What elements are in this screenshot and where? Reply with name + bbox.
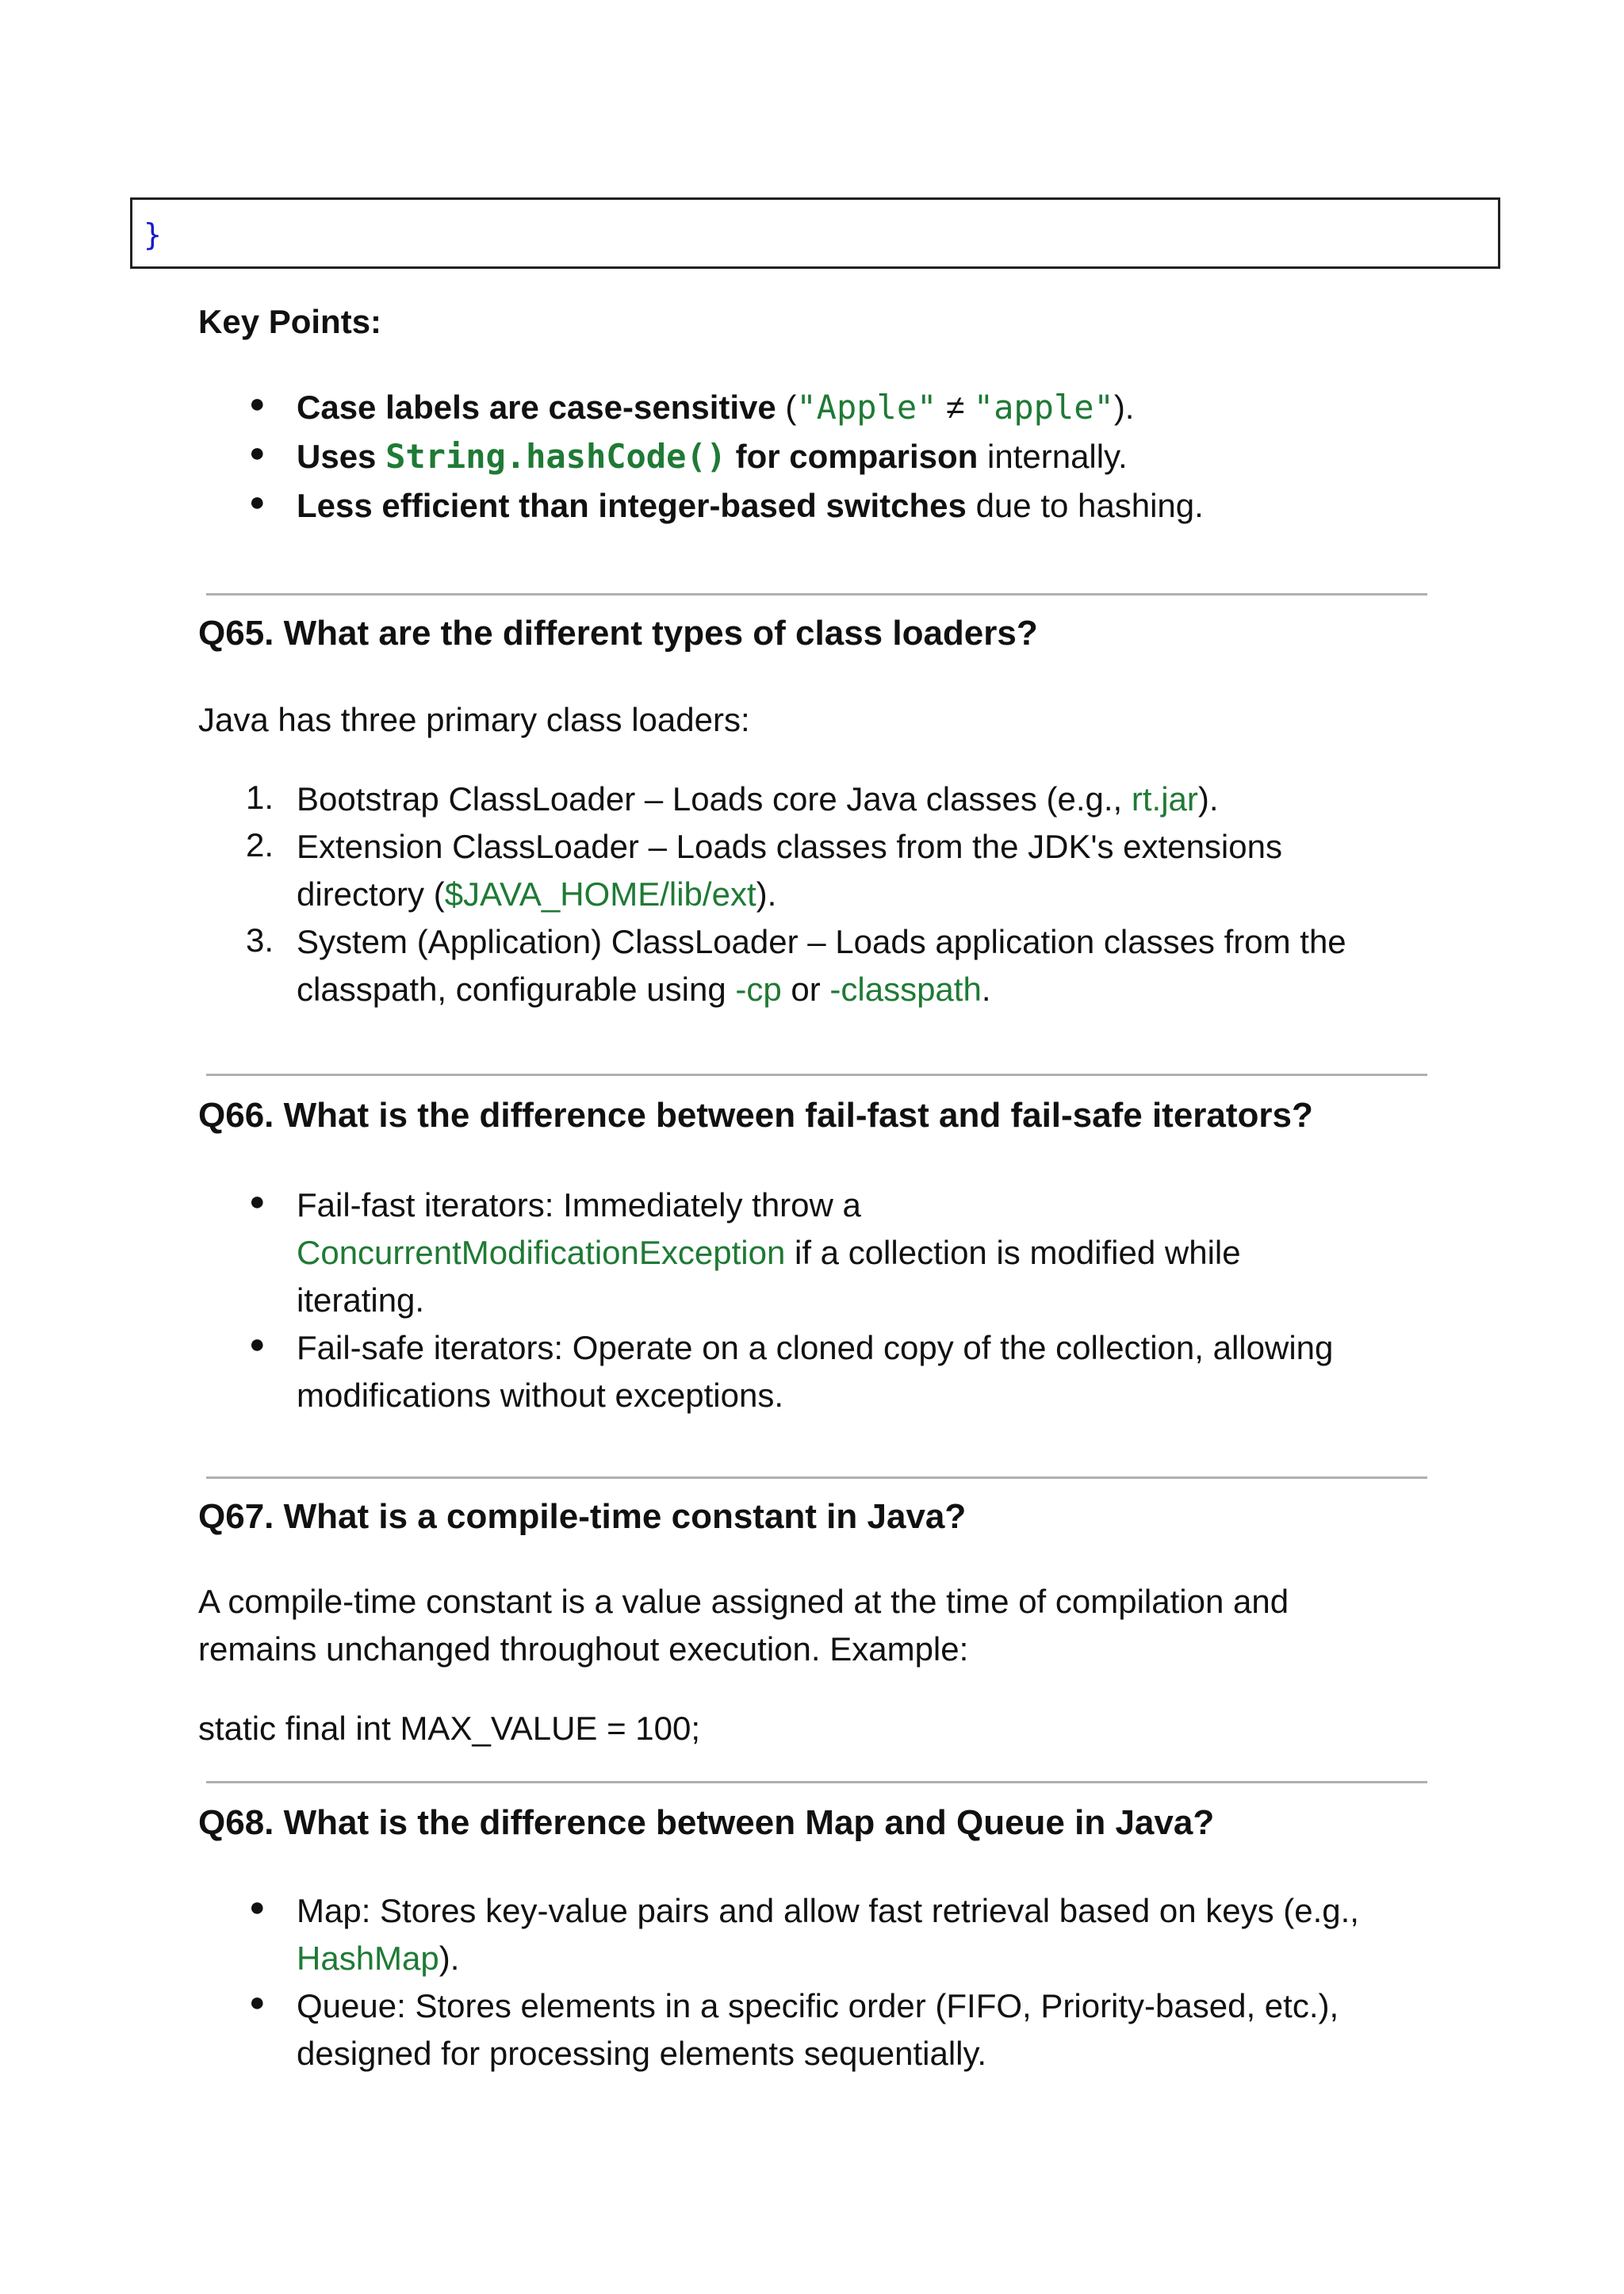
q65-item-1 [297,776,1219,823]
bullet-icon: ● [249,438,266,468]
code-cp: -cp [735,971,782,1008]
q68-item-2-line1: Queue: Stores elements in a specific order (FIFO, Priority-based, etc.), [297,1987,1339,2024]
q68-item-1-line2 [297,1935,459,1982]
code-hashcode: String.hashCode() [385,437,726,476]
code-classpath: -classpath [829,971,982,1008]
code-rt-jar: rt.jar [1131,780,1198,818]
q65-item-2-text: directory ( [297,875,445,913]
q65-item-2-line2 [297,871,776,918]
key-point-1-bold: Case labels are case-sensitive [297,389,776,426]
q67-title: Q67. What is a compile-time constant in Java? [198,1497,967,1536]
paren-open: ( [776,389,797,426]
q67-line2: remains unchanged throughout execution. Example: [198,1630,969,1668]
divider [206,1476,1427,1479]
key-point-3 [297,482,1204,530]
q68-item-1-line1: Map: Stores key-value pairs and allow fast retrieval based on keys (e.g., [297,1892,1359,1929]
bullet-icon: ● [249,487,266,517]
divider [206,1074,1427,1076]
not-equal-sign: ≠ [936,389,974,426]
q65-item-1-text: Bootstrap ClassLoader – Loads core Java classes (e.g., [297,780,1132,818]
paren-close: ). [1113,389,1135,426]
bullet-icon: ● [249,1892,266,1922]
q66-item-1-rest: if a collection is modified while [785,1234,1241,1271]
key-point-3-bold: Less efficient than integer-based switches [297,487,967,524]
list-number: 2. [246,826,274,864]
q68-title: Q68. What is the difference between Map and Queue in Java? [198,1803,1215,1842]
q65-item-3-text: classpath, configurable using [297,971,736,1008]
q68-item-2-line2: designed for processing elements sequentially. [297,2035,987,2072]
q65-item-2-end: ). [756,875,777,913]
key-points-title: Key Points: [198,303,382,340]
divider [206,593,1427,596]
bullet-icon: ● [249,1186,266,1216]
list-number: 3. [246,921,274,959]
key-point-3-rest: due to hashing. [966,487,1204,524]
code-concurrent-modification-exception: ConcurrentModificationException [297,1234,786,1271]
key-point-2-bold-a: Uses [297,438,386,475]
code-hashmap: HashMap [297,1940,439,1977]
q65-item-3-line2 [297,966,990,1013]
code-block [130,197,1500,269]
q67-example: static final int MAX_VALUE = 100; [198,1710,701,1747]
q66-title: Q66. What is the difference between fail-fast and fail-safe iterators? [198,1096,1313,1135]
closing-brace: } [144,217,162,252]
code-apple-lower: "apple" [973,388,1114,427]
list-number: 1. [246,779,274,816]
q65-item-3-end: . [981,971,991,1008]
q65-title: Q65. What are the different types of class loaders? [198,614,1038,653]
bullet-icon: ● [249,1329,266,1359]
key-point-1 [297,384,1134,431]
key-point-2-rest: internally. [978,438,1128,475]
q67-line1: A compile-time constant is a value assigned at the time of compilation and [198,1583,1289,1620]
q65-item-3-or: or [781,971,830,1008]
q66-item-1-line3: iterating. [297,1281,425,1319]
q65-item-1-end: ). [1197,780,1219,818]
q66-item-1-line2 [297,1229,1241,1277]
code-java-home-ext: $JAVA_HOME/lib/ext [444,875,756,913]
q65-item-3-line1: System (Application) ClassLoader – Loads application classes from the [297,923,1346,960]
divider [206,1781,1427,1783]
q65-item-2-line1: Extension ClassLoader – Loads classes from the JDK's extensions [297,828,1282,865]
q66-item-2-line2: modifications without exceptions. [297,1377,783,1414]
key-point-2-bold-b: for comparison [726,438,979,475]
q68-item-1-end: ). [439,1940,460,1977]
bullet-icon: ● [249,1987,266,2017]
q66-item-1-line1: Fail-fast iterators: Immediately throw a [297,1186,861,1224]
q65-intro: Java has three primary class loaders: [198,701,750,738]
key-point-2 [297,433,1128,481]
bullet-icon: ● [249,389,266,419]
q66-item-2-line1: Fail-safe iterators: Operate on a cloned copy of the collection, allowing [297,1329,1334,1366]
code-apple-upper: "Apple" [796,388,937,427]
